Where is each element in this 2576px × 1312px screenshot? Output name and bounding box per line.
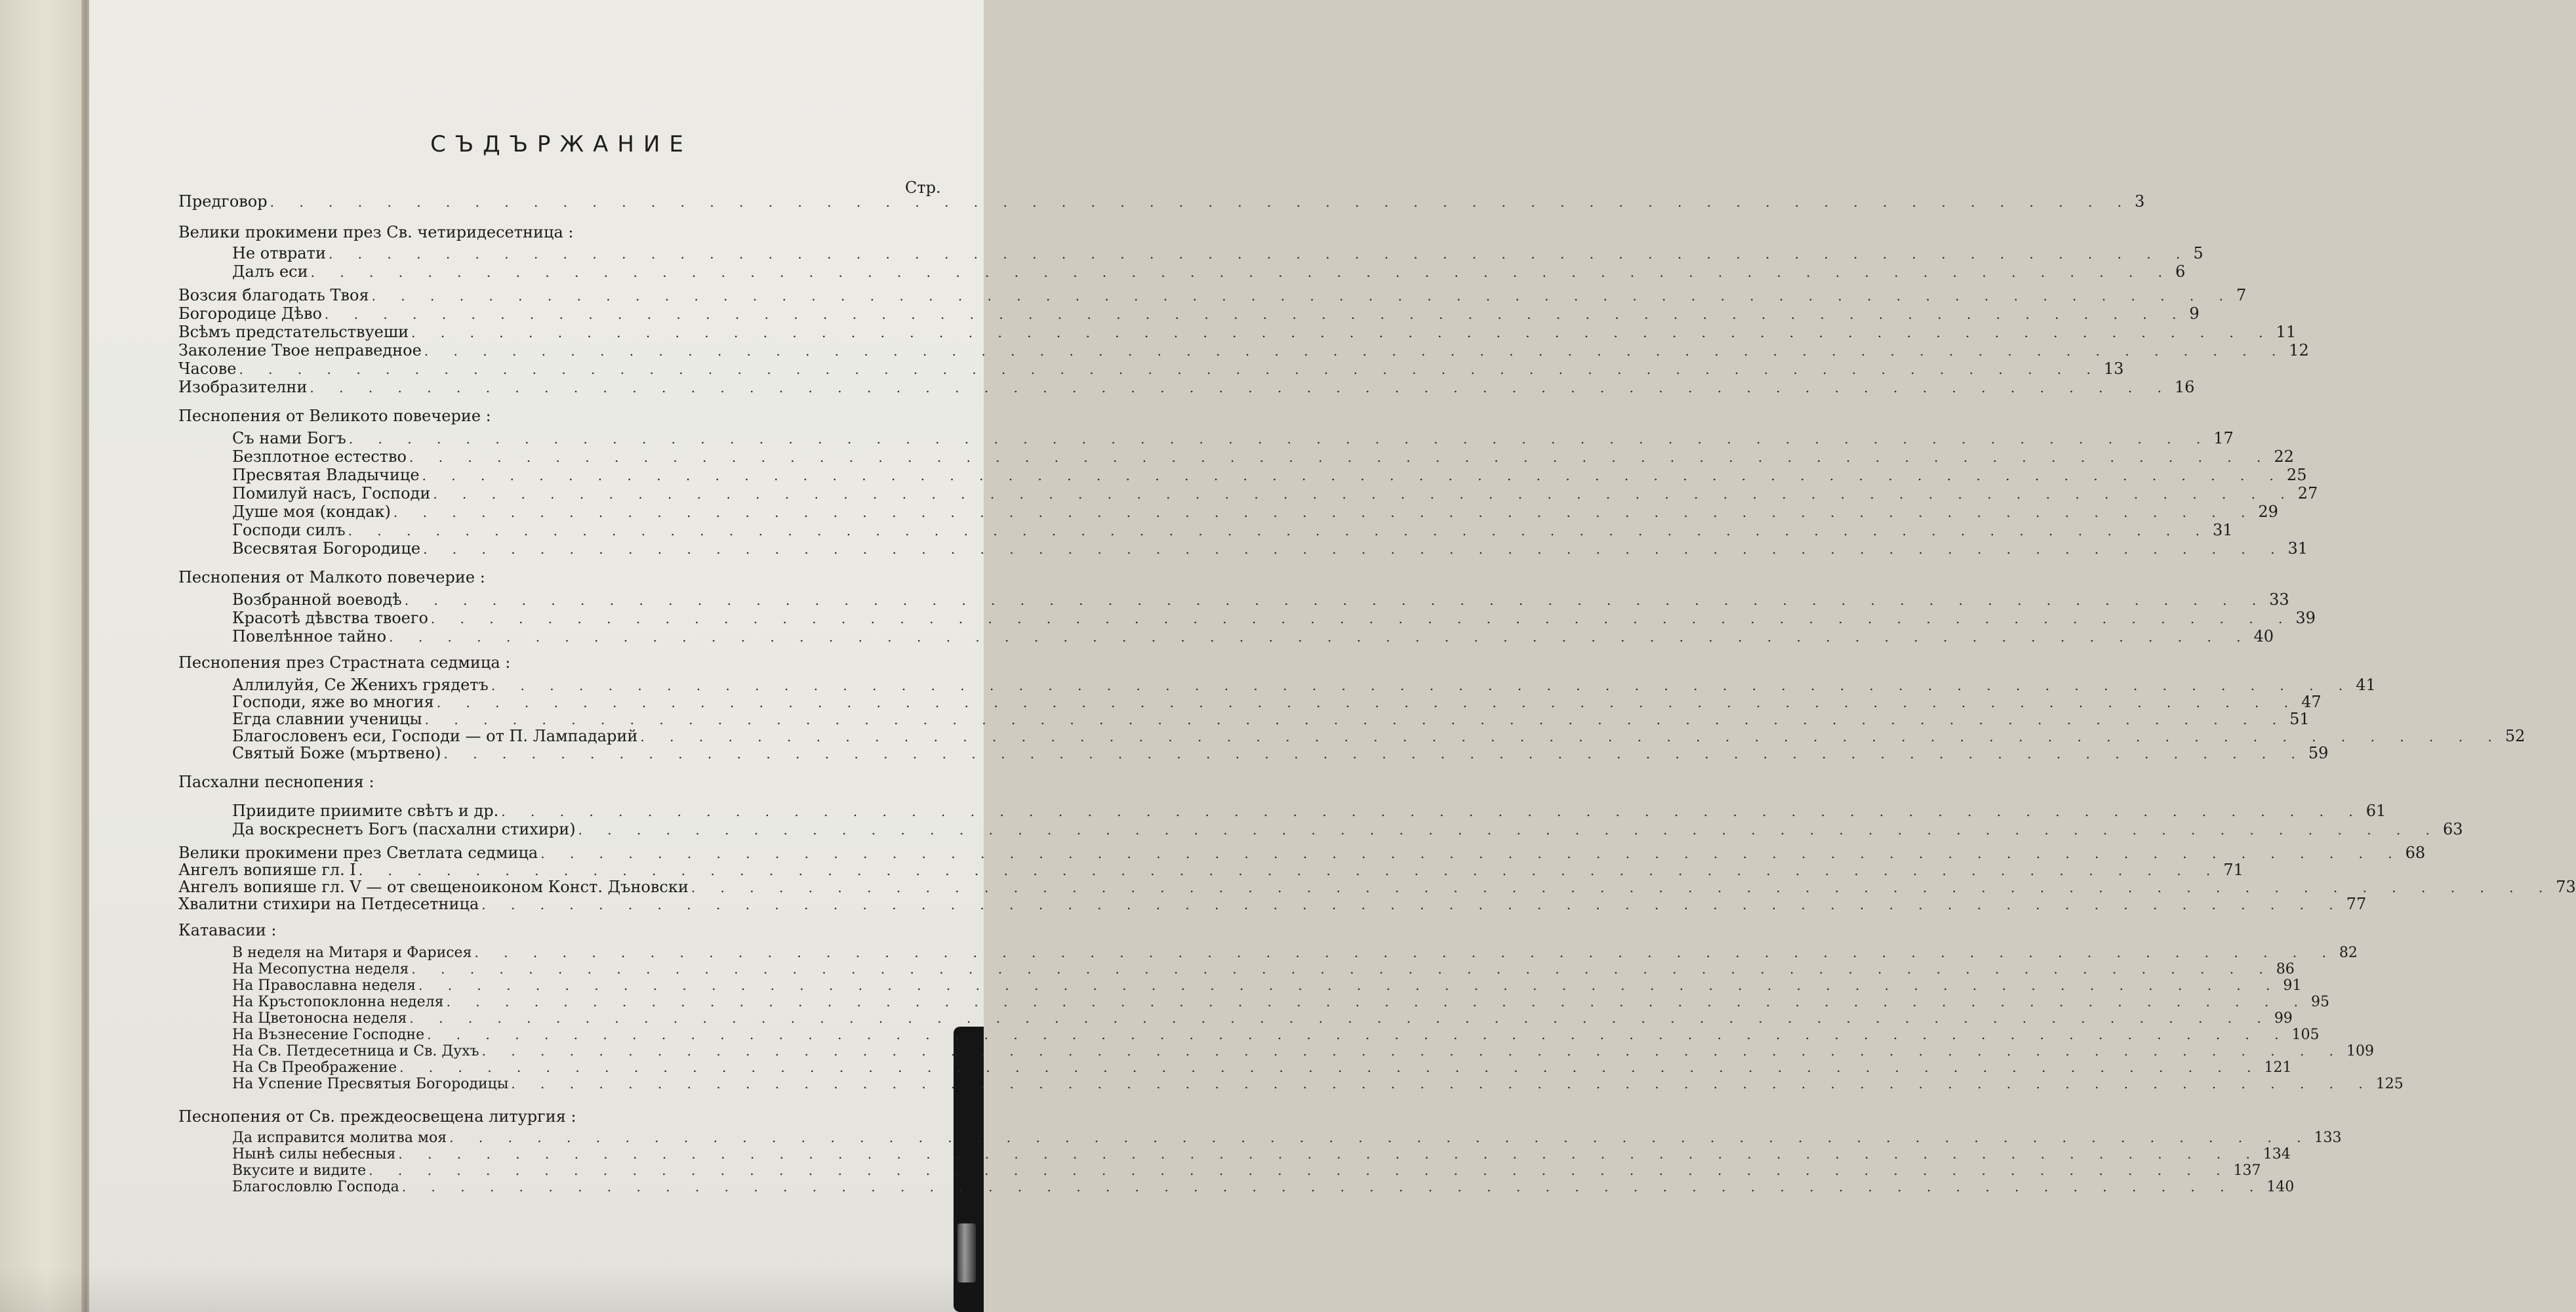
bottom-shadow	[0, 1266, 984, 1312]
toc-entry: На Месопустна неделя . . . . . . . . . . . . . . . . . . . . . . . . . . . . . . . . . . . . . . . . . . . . . . . . . . . . . . . . . . . . . . . . 86	[232, 961, 2295, 977]
toc-entry: Нынѣ силы небесныя . . . . . . . . . . . . . . . . . . . . . . . . . . . . . . . . . . . . . . . . . . . . . . . . . . . . . . . . . . . . . . . . 134	[232, 1146, 2291, 1162]
toc-entry: На Възнесение Господне . . . . . . . . . . . . . . . . . . . . . . . . . . . . . . . . . . . . . . . . . . . . . . . . . . . . . . . . . . . . . . . . 105	[232, 1027, 2320, 1043]
toc-entry: Господи, яже во многия . . . . . . . . . . . . . . . . . . . . . . . . . . . . . . . . . . . . . . . . . . . . . . . . . . . . . . . . . . . . . . . . 47	[232, 693, 2322, 711]
toc-section-heading: Велики прокимени през Св. четиридесетница :	[178, 223, 574, 241]
toc-entry: Да исправится молитва моя . . . . . . . . . . . . . . . . . . . . . . . . . . . . . . . . . . . . . . . . . . . . . . . . . . . . . . . . . . . . . . . . 133	[232, 1130, 2342, 1146]
toc-section-heading: Песнопения от Малкото повечерие :	[178, 568, 485, 586]
toc-entry: Благословенъ еси, Господи — от П. Лампадарий . . . . . . . . . . . . . . . . . . . . . . . . . . . . . . . . . . . . . . . . . . . . . . . . . . . . . . . . . . . . . . . . 52	[232, 727, 2526, 745]
toc-entry: Повелѣнное тайно . . . . . . . . . . . . . . . . . . . . . . . . . . . . . . . . . . . . . . . . . . . . . . . . . . . . . . . . . . . . . . . . 40	[232, 627, 2274, 646]
toc-entry: Предговор . . . . . . . . . . . . . . . . . . . . . . . . . . . . . . . . . . . . . . . . . . . . . . . . . . . . . . . . . . . . . . . . 3	[178, 192, 2145, 211]
toc-entry: Всесвятая Богородице . . . . . . . . . . . . . . . . . . . . . . . . . . . . . . . . . . . . . . . . . . . . . . . . . . . . . . . . . . . . . . . . 31	[232, 539, 2308, 558]
toc-entry: На Кръстопоклонна неделя . . . . . . . . . . . . . . . . . . . . . . . . . . . . . . . . . . . . . . . . . . . . . . . . . . . . . . . . . . . . . . . . 95	[232, 994, 2329, 1010]
toc-section-heading: Песнопения от Великото повечерие :	[178, 407, 491, 425]
toc-entry: На Св Преображение . . . . . . . . . . . . . . . . . . . . . . . . . . . . . . . . . . . . . . . . . . . . . . . . . . . . . . . . . . . . . . . . 121	[232, 1059, 2292, 1076]
toc-entry: Возбранной воеводѣ . . . . . . . . . . . . . . . . . . . . . . . . . . . . . . . . . . . . . . . . . . . . . . . . . . . . . . . . . . . . . . . . 33	[232, 590, 2289, 609]
toc-entry: Съ нами Богъ . . . . . . . . . . . . . . . . . . . . . . . . . . . . . . . . . . . . . . . . . . . . . . . . . . . . . . . . . . . . . . . . 17	[232, 429, 2234, 447]
toc-entry: Богородице Дѣво . . . . . . . . . . . . . . . . . . . . . . . . . . . . . . . . . . . . . . . . . . . . . . . . . . . . . . . . . . . . . . . . 9	[178, 304, 2200, 323]
toc-entry: Красотѣ дѣвства твоего . . . . . . . . . . . . . . . . . . . . . . . . . . . . . . . . . . . . . . . . . . . . . . . . . . . . . . . . . . . . . . . . 39	[232, 609, 2316, 627]
toc-entry: Часове . . . . . . . . . . . . . . . . . . . . . . . . . . . . . . . . . . . . . . . . . . . . . . . . . . . . . . . . . . . . . . . . 13	[178, 359, 2124, 378]
toc-entry: Приидите приимите свѣтъ и др. . . . . . . . . . . . . . . . . . . . . . . . . . . . . . . . . . . . . . . . . . . . . . . . . . . . . . . . . . . . . . . . . 61	[232, 802, 2386, 820]
toc-entry: Всѣмъ предстательствуеши . . . . . . . . . . . . . . . . . . . . . . . . . . . . . . . . . . . . . . . . . . . . . . . . . . . . . . . . . . . . . . . . 11	[178, 323, 2297, 341]
toc-entry: Велики прокимени през Светлата седмица . . . . . . . . . . . . . . . . . . . . . . . . . . . . . . . . . . . . . . . . . . . . . . . . . . . . . . . . . . . . . . . . 68	[178, 844, 2426, 862]
toc-entry: Не отврати . . . . . . . . . . . . . . . . . . . . . . . . . . . . . . . . . . . . . . . . . . . . . . . . . . . . . . . . . . . . . . . . 5	[232, 244, 2204, 262]
toc-entry: Изобразителни . . . . . . . . . . . . . . . . . . . . . . . . . . . . . . . . . . . . . . . . . . . . . . . . . . . . . . . . . . . . . . . . 16	[178, 378, 2195, 396]
toc-entry: Заколение Твое неправедное . . . . . . . . . . . . . . . . . . . . . . . . . . . . . . . . . . . . . . . . . . . . . . . . . . . . . . . . . . . . . . . . 12	[178, 341, 2309, 359]
toc-entry: Святый Боже (мъртвено) . . . . . . . . . . . . . . . . . . . . . . . . . . . . . . . . . . . . . . . . . . . . . . . . . . . . . . . . . . . . . . . . 59	[232, 744, 2329, 762]
toc-section-heading: Песнопения от Св. преждеосвещена литургия :	[178, 1107, 576, 1126]
toc-entry: Благословлю Господа . . . . . . . . . . . . . . . . . . . . . . . . . . . . . . . . . . . . . . . . . . . . . . . . . . . . . . . . . . . . . . . . 140	[232, 1179, 2295, 1195]
toc-entry: На Св. Петдесетница и Св. Духъ . . . . . . . . . . . . . . . . . . . . . . . . . . . . . . . . . . . . . . . . . . . . . . . . . . . . . . . . . . . . . . . . 109	[232, 1043, 2375, 1059]
toc-entry: Пресвятая Владычице . . . . . . . . . . . . . . . . . . . . . . . . . . . . . . . . . . . . . . . . . . . . . . . . . . . . . . . . . . . . . . . . 25	[232, 466, 2307, 484]
toc-entry: На Цветоносна неделя . . . . . . . . . . . . . . . . . . . . . . . . . . . . . . . . . . . . . . . . . . . . . . . . . . . . . . . . . . . . . . . . 99	[232, 1010, 2293, 1027]
toc-entry: Хвалитни стихири на Петдесетница . . . . . . . . . . . . . . . . . . . . . . . . . . . . . . . . . . . . . . . . . . . . . . . . . . . . . . . . . . . . . . . . 77	[178, 895, 2367, 913]
toc-entry: Ангелъ вопияше гл. I . . . . . . . . . . . . . . . . . . . . . . . . . . . . . . . . . . . . . . . . . . . . . . . . . . . . . . . . . . . . . . . . 71	[178, 861, 2244, 879]
toc-entry: Возсия благодать Твоя . . . . . . . . . . . . . . . . . . . . . . . . . . . . . . . . . . . . . . . . . . . . . . . . . . . . . . . . . . . . . . . . 7	[178, 286, 2247, 304]
toc-entry: Ангелъ вопияше гл. V — от свещеноиконом Конст. Дъновски . . . . . . . . . . . . . . . . . . . . . . . . . . . . . . . . . . . . . . . . . . . . . . . . . . . . . . . . . . . . . . . . 73	[178, 878, 2576, 896]
page-title: СЪДЪРЖАНИЕ	[430, 131, 693, 157]
toc-entry: Помилуй насъ, Господи . . . . . . . . . . . . . . . . . . . . . . . . . . . . . . . . . . . . . . . . . . . . . . . . . . . . . . . . . . . . . . . . 27	[232, 484, 2318, 502]
toc-entry: Душе моя (кондак) . . . . . . . . . . . . . . . . . . . . . . . . . . . . . . . . . . . . . . . . . . . . . . . . . . . . . . . . . . . . . . . . 29	[232, 502, 2278, 521]
toc-entry: Безплотное естество . . . . . . . . . . . . . . . . . . . . . . . . . . . . . . . . . . . . . . . . . . . . . . . . . . . . . . . . . . . . . . . . 22	[232, 447, 2294, 466]
toc-entry: Аллилуйя, Се Женихъ грядетъ . . . . . . . . . . . . . . . . . . . . . . . . . . . . . . . . . . . . . . . . . . . . . . . . . . . . . . . . . . . . . . . . 41	[232, 676, 2376, 694]
toc-entry: Да воскреснетъ Богъ (пасхални стихири) . . . . . . . . . . . . . . . . . . . . . . . . . . . . . . . . . . . . . . . . . . . . . . . . . . . . . . . . . . . . . . . . 63	[232, 820, 2463, 838]
page-column-label: Стр.	[905, 178, 941, 197]
toc-entry: На Православна неделя . . . . . . . . . . . . . . . . . . . . . . . . . . . . . . . . . . . . . . . . . . . . . . . . . . . . . . . . . . . . . . . . 91	[232, 977, 2302, 994]
left-page-edge	[0, 0, 84, 1312]
toc-entry: Господи силъ . . . . . . . . . . . . . . . . . . . . . . . . . . . . . . . . . . . . . . . . . . . . . . . . . . . . . . . . . . . . . . . . 31	[232, 521, 2233, 539]
toc-entry: На Успение Пресвятыя Богородицы . . . . . . . . . . . . . . . . . . . . . . . . . . . . . . . . . . . . . . . . . . . . . . . . . . . . . . . . . . . . . . . . 125	[232, 1076, 2404, 1092]
toc-entry: В неделя на Митаря и Фарисея . . . . . . . . . . . . . . . . . . . . . . . . . . . . . . . . . . . . . . . . . . . . . . . . . . . . . . . . . . . . . . . . 82	[232, 945, 2358, 961]
toc-entry: Вкусите и видите . . . . . . . . . . . . . . . . . . . . . . . . . . . . . . . . . . . . . . . . . . . . . . . . . . . . . . . . . . . . . . . . 137	[232, 1162, 2261, 1179]
toc-section-heading: Пасхални песнопения :	[178, 773, 374, 791]
toc-section-heading: Катавасии :	[178, 921, 277, 939]
toc-entry: Далъ еси . . . . . . . . . . . . . . . . . . . . . . . . . . . . . . . . . . . . . . . . . . . . . . . . . . . . . . . . . . . . . . . . 6	[232, 262, 2186, 281]
toc-section-heading: Песнопения през Страстната седмица :	[178, 653, 511, 672]
toc-entry: Егда славнии ученицы . . . . . . . . . . . . . . . . . . . . . . . . . . . . . . . . . . . . . . . . . . . . . . . . . . . . . . . . . . . . . . . . 51	[232, 710, 2310, 728]
